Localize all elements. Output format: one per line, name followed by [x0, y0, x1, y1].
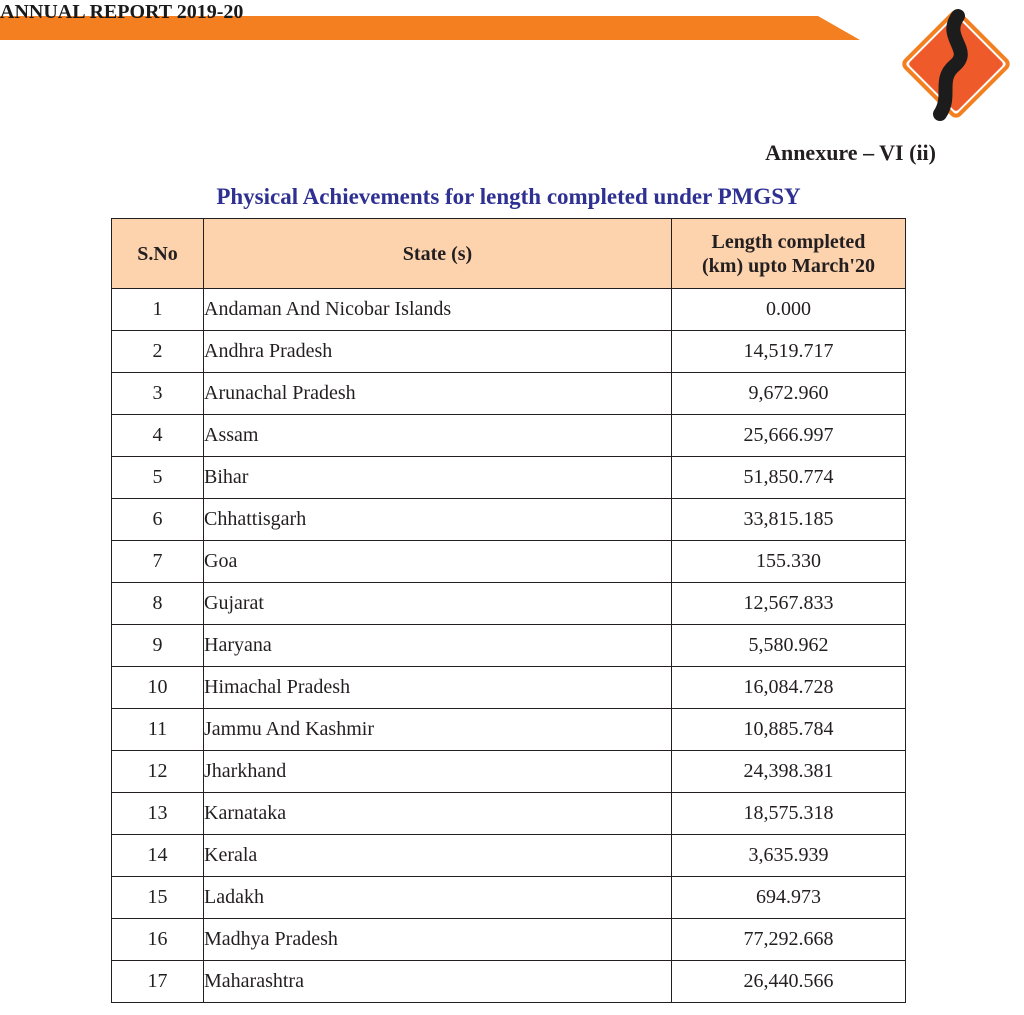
- cell-sno: 17: [112, 961, 204, 1003]
- header-length-line2: (km) upto March'20: [702, 254, 875, 277]
- cell-length: 77,292.668: [672, 919, 906, 961]
- header-sno: S.No: [112, 219, 204, 289]
- table-row: [112, 877, 906, 919]
- cell-state: Assam: [204, 415, 672, 457]
- table-row: [112, 583, 906, 625]
- cell-state: Jharkhand: [204, 751, 672, 793]
- cell-sno: 5: [112, 457, 204, 499]
- cell-state: Bihar: [204, 457, 672, 499]
- cell-sno: 3: [112, 373, 204, 415]
- table-row: [112, 289, 906, 331]
- table-header-row: [112, 219, 906, 289]
- achievements-table: [111, 218, 906, 1003]
- cell-state: Gujarat: [204, 583, 672, 625]
- cell-sno: 13: [112, 793, 204, 835]
- table-row: [112, 415, 906, 457]
- cell-length: 0.000: [672, 289, 906, 331]
- cell-sno: 14: [112, 835, 204, 877]
- cell-state: Arunachal Pradesh: [204, 373, 672, 415]
- table-row: [112, 331, 906, 373]
- cell-sno: 6: [112, 499, 204, 541]
- table-row: [112, 961, 906, 1003]
- cell-state: Chhattisgarh: [204, 499, 672, 541]
- cell-sno: 9: [112, 625, 204, 667]
- cell-sno: 7: [112, 541, 204, 583]
- table-row: [112, 373, 906, 415]
- cell-state: Andaman And Nicobar Islands: [204, 289, 672, 331]
- table-row: [112, 667, 906, 709]
- cell-length: 694.973: [672, 877, 906, 919]
- table-title: Physical Achievements for length completed under PMGSY: [216, 184, 801, 209]
- table-row: [112, 919, 906, 961]
- header-length-line1: Length completed: [711, 230, 866, 253]
- cell-state: Haryana: [204, 625, 672, 667]
- cell-state: Kerala: [204, 835, 672, 877]
- cell-length: 10,885.784: [672, 709, 906, 751]
- cell-length: 14,519.717: [672, 331, 906, 373]
- cell-length: 12,567.833: [672, 583, 906, 625]
- table-row: [112, 793, 906, 835]
- table-row: [112, 625, 906, 667]
- cell-state: Goa: [204, 541, 672, 583]
- table-row: [112, 541, 906, 583]
- table-row: [112, 751, 906, 793]
- cell-length: 16,084.728: [672, 667, 906, 709]
- cell-state: Maharashtra: [204, 961, 672, 1003]
- cell-sno: 8: [112, 583, 204, 625]
- report-title: ANNUAL REPORT 2019-20: [0, 1, 244, 23]
- cell-sno: 2: [112, 331, 204, 373]
- cell-length: 18,575.318: [672, 793, 906, 835]
- table-row: [112, 709, 906, 751]
- cell-length: 155.330: [672, 541, 906, 583]
- cell-length: 26,440.566: [672, 961, 906, 1003]
- cell-sno: 4: [112, 415, 204, 457]
- cell-state: Andhra Pradesh: [204, 331, 672, 373]
- cell-length: 3,635.939: [672, 835, 906, 877]
- cell-sno: 12: [112, 751, 204, 793]
- cell-state: Himachal Pradesh: [204, 667, 672, 709]
- cell-state: Ladakh: [204, 877, 672, 919]
- cell-length: 25,666.997: [672, 415, 906, 457]
- winding-road-logo-icon: [896, 4, 1016, 124]
- cell-sno: 11: [112, 709, 204, 751]
- cell-length: 24,398.381: [672, 751, 906, 793]
- cell-length: 51,850.774: [672, 457, 906, 499]
- cell-state: Madhya Pradesh: [204, 919, 672, 961]
- cell-sno: 1: [112, 289, 204, 331]
- cell-state: Karnataka: [204, 793, 672, 835]
- header-length: [672, 219, 906, 289]
- header-state: State (s): [204, 219, 672, 289]
- table-row: [112, 457, 906, 499]
- cell-sno: 16: [112, 919, 204, 961]
- cell-sno: 15: [112, 877, 204, 919]
- cell-length: 5,580.962: [672, 625, 906, 667]
- annexure-label: Annexure – VI (ii): [765, 140, 936, 165]
- cell-sno: 10: [112, 667, 204, 709]
- table-row: [112, 499, 906, 541]
- cell-length: 33,815.185: [672, 499, 906, 541]
- cell-length: 9,672.960: [672, 373, 906, 415]
- table-row: [112, 835, 906, 877]
- cell-state: Jammu And Kashmir: [204, 709, 672, 751]
